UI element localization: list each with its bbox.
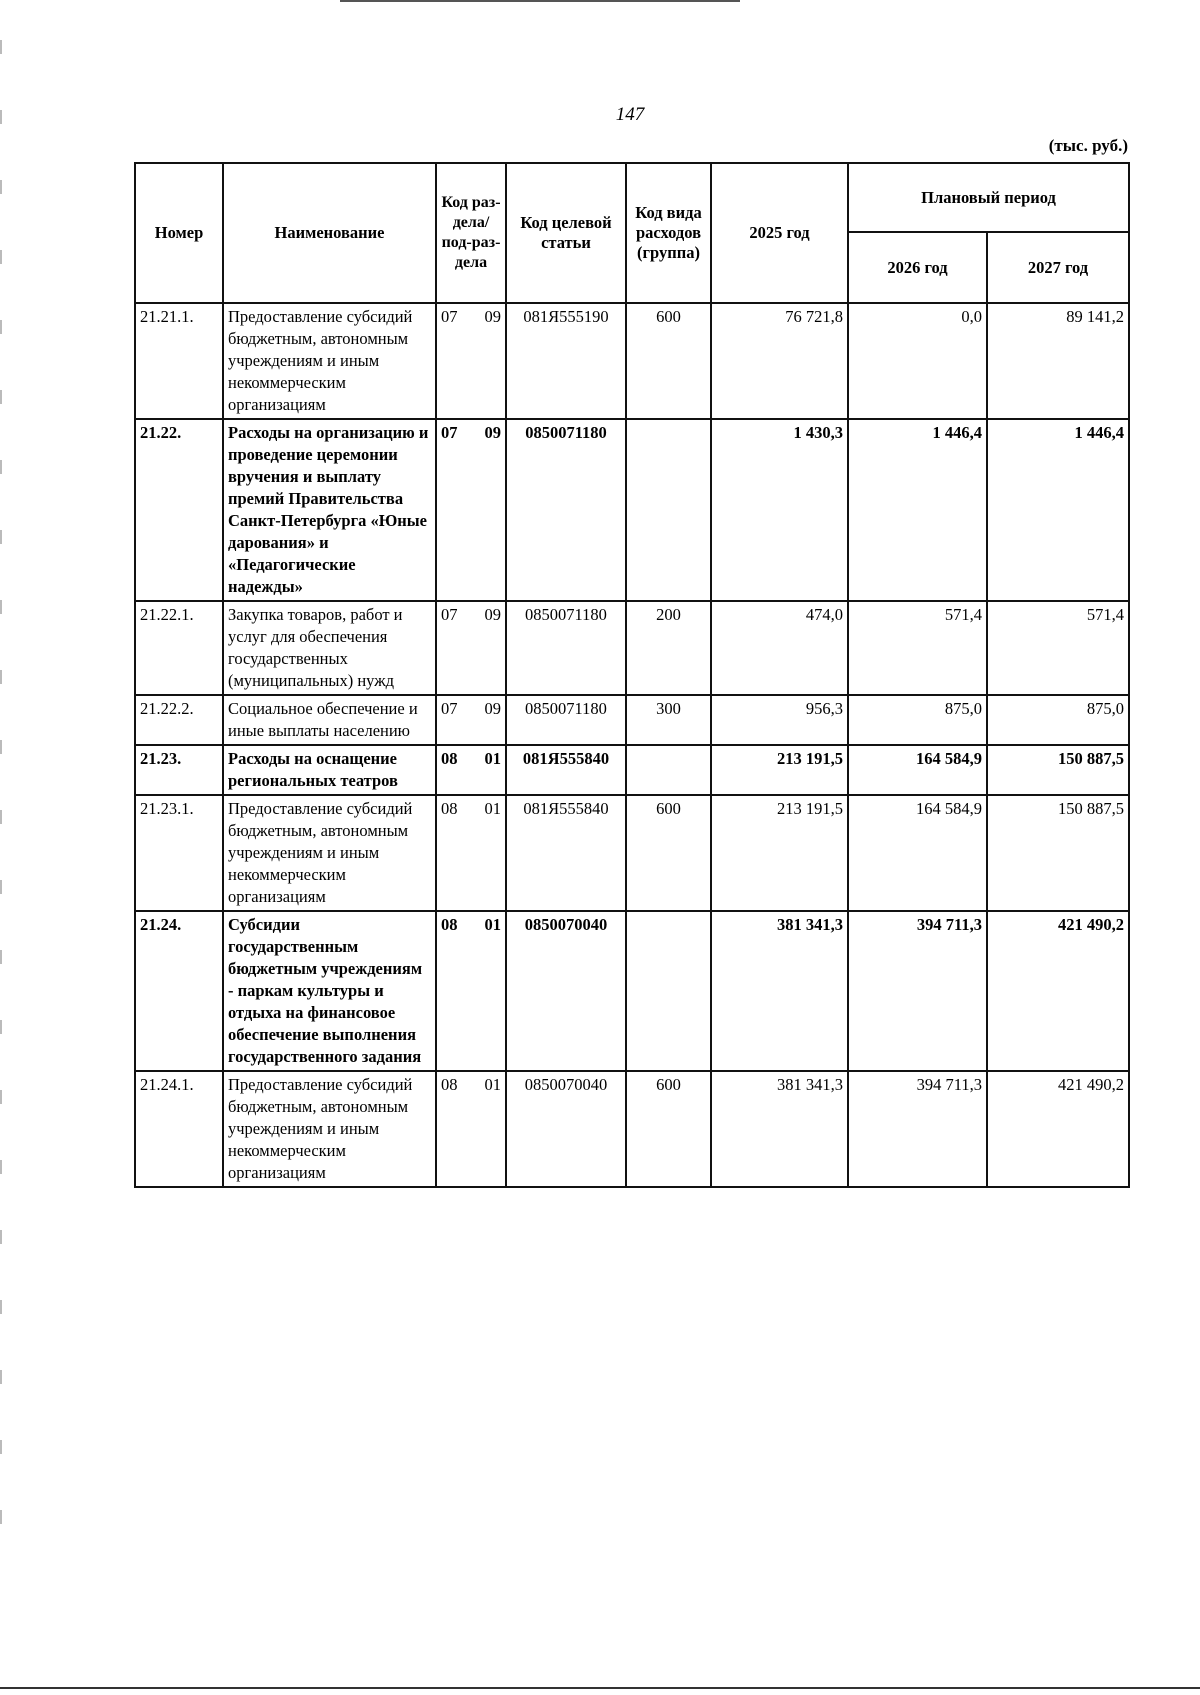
row-number: 21.24.1. [135,1071,223,1187]
row-subsection: 01 [484,799,501,818]
row-subsection: 09 [484,699,501,718]
row-target-code: 081Я555840 [506,795,626,911]
row-section-code [436,1071,506,1187]
row-value-2027: 875,0 [987,695,1129,745]
row-number: 21.22.1. [135,601,223,695]
header-planning-period: Плановый период [848,163,1129,232]
row-value-2026: 394 711,3 [848,911,987,1071]
row-value-2027: 421 490,2 [987,1071,1129,1187]
row-value-2026: 875,0 [848,695,987,745]
row-value-2026: 1 446,4 [848,419,987,601]
row-section: 08 [441,749,458,768]
row-section: 07 [441,605,458,624]
scan-artifact-bottom [0,1687,1200,1695]
row-value-2026: 164 584,9 [848,745,987,795]
row-expense-group [626,419,711,601]
table-row [135,303,1129,419]
table-row [135,1071,1129,1187]
row-target-code: 081Я555190 [506,303,626,419]
row-value-2026: 164 584,9 [848,795,987,911]
row-number: 21.23. [135,745,223,795]
row-expense-group: 300 [626,695,711,745]
row-section-code [436,303,506,419]
header-expense-type: Код вида расходов (группа) [626,163,711,303]
budget-table [134,162,1130,1188]
row-section-code [436,745,506,795]
row-value-2026: 0,0 [848,303,987,419]
row-expense-group [626,911,711,1071]
row-value-2025: 474,0 [711,601,848,695]
row-name: Субсидии государственным бюджетным учреждениям - паркам культуры и отдыха на финансовое обеспечение выполнения государственного задания [223,911,436,1071]
row-subsection: 09 [484,605,501,624]
row-target-code: 0850070040 [506,1071,626,1187]
row-section: 07 [441,699,458,718]
row-value-2027: 1 446,4 [987,419,1129,601]
row-value-2027: 571,4 [987,601,1129,695]
row-name: Предоставление субсидий бюджетным, автономным учреждениям и иным некоммерческим организациям [223,303,436,419]
row-name: Предоставление субсидий бюджетным, автономным учреждениям и иным некоммерческим организациям [223,1071,436,1187]
table-row [135,745,1129,795]
table-row [135,795,1129,911]
scan-artifact-left [0,40,2,1560]
table-row [135,419,1129,601]
row-expense-group [626,745,711,795]
row-expense-group: 600 [626,795,711,911]
row-section: 07 [441,307,458,326]
row-section-code [436,695,506,745]
header-year-2025: 2025 год [711,163,848,303]
row-value-2025: 213 191,5 [711,795,848,911]
row-number: 21.21.1. [135,303,223,419]
row-value-2026: 394 711,3 [848,1071,987,1187]
row-section: 08 [441,1075,458,1094]
header-name: Наименование [223,163,436,303]
row-section-code [436,795,506,911]
row-value-2025: 213 191,5 [711,745,848,795]
row-expense-group: 200 [626,601,711,695]
row-section: 07 [441,423,458,442]
table-row [135,601,1129,695]
row-value-2025: 76 721,8 [711,303,848,419]
row-target-code: 0850071180 [506,601,626,695]
row-value-2027: 150 887,5 [987,745,1129,795]
row-subsection: 09 [484,423,501,442]
row-section: 08 [441,915,458,934]
row-value-2025: 1 430,3 [711,419,848,601]
row-number: 21.23.1. [135,795,223,911]
row-name: Расходы на оснащение региональных театров [223,745,436,795]
row-number: 21.22.2. [135,695,223,745]
row-value-2025: 956,3 [711,695,848,745]
row-expense-group: 600 [626,1071,711,1187]
row-target-code: 0850071180 [506,419,626,601]
row-section-code [436,601,506,695]
row-section-code [436,911,506,1071]
row-name: Социальное обеспечение и иные выплаты населению [223,695,436,745]
row-target-code: 0850071180 [506,695,626,745]
row-name: Предоставление субсидий бюджетным, автономным учреждениям и иным некоммерческим организациям [223,795,436,911]
row-section-code [436,419,506,601]
page-number: 147 [615,104,645,125]
row-value-2027: 89 141,2 [987,303,1129,419]
table-row [135,695,1129,745]
table-row [135,911,1129,1071]
scan-artifact-top [340,0,740,5]
row-subsection: 09 [484,307,501,326]
row-value-2027: 150 887,5 [987,795,1129,911]
row-target-code: 081Я555840 [506,745,626,795]
row-name: Расходы на организацию и проведение церемонии вручения и выплату премий Правительства Санкт-Петербурга «Юные дарования» и «Педагогические надежды» [223,419,436,601]
units-label: (тыс. руб.) [1048,136,1128,155]
header-target-code: Код целевой статьи [506,163,626,303]
header-number: Номер [135,163,223,303]
row-value-2027: 421 490,2 [987,911,1129,1071]
row-section: 08 [441,799,458,818]
row-subsection: 01 [484,915,501,934]
row-value-2025: 381 341,3 [711,1071,848,1187]
row-name: Закупка товаров, работ и услуг для обеспечения государственных (муниципальных) нужд [223,601,436,695]
row-value-2025: 381 341,3 [711,911,848,1071]
row-expense-group: 600 [626,303,711,419]
row-subsection: 01 [484,1075,501,1094]
row-value-2026: 571,4 [848,601,987,695]
header-year-2026: 2026 год [848,232,987,303]
header-year-2027: 2027 год [987,232,1129,303]
row-subsection: 01 [484,749,501,768]
row-number: 21.24. [135,911,223,1071]
table-body [135,303,1129,1187]
header-section-code: Код раз-дела/ под-раз-дела [436,163,506,303]
row-number: 21.22. [135,419,223,601]
row-target-code: 0850070040 [506,911,626,1071]
